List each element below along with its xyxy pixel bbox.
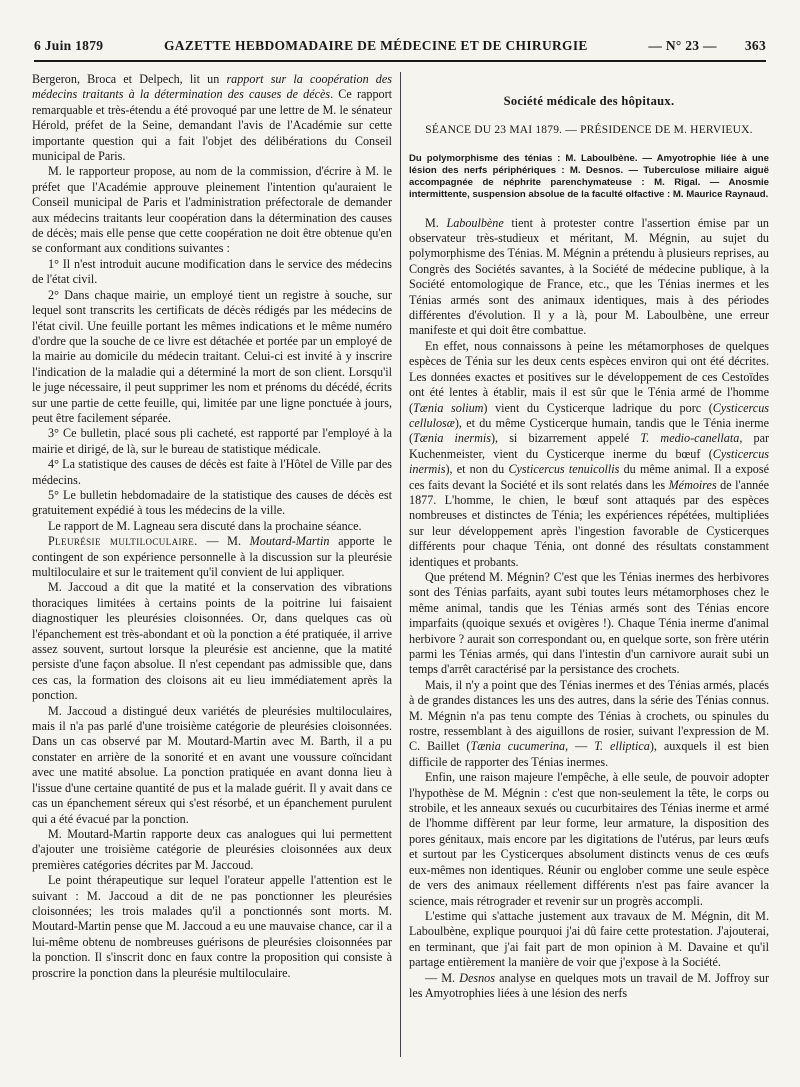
paragraph: 1° Il n'est introduit aucune modification dans le service des médecins de l'état civil. [32,256,392,287]
header-issue-number: — N° 23 — [648,38,717,53]
paragraph: Enfin, une raison majeure l'empêche, à elle seule, de pouvoir adopter l'hypothèse de M. Mégnin : c'est que non-seulement la tête, le corps ou strobile, et les anneaux sexués ou cucurbitaires des Ténias inerme et armé de l'homme diffèrent par leur forme, leur armature, la disposition des pores génitaux, mais encore par les digitations de l'utérus, par leurs œufs et surtout par les Cysticerques absolument distincts venus de ces œufs eux-mêmes non identiques. Réunir ou englober comme une seule espèce de vers des animaux réellement différents n'est pas faire avancer la science, mais rétrograder et revenir sur un progrès accompli. [409,770,769,908]
header-date: 6 Juin 1879 [34,38,104,53]
paragraph: — M. Desnos analyse en quelques mots un travail de M. Joffroy sur les Amyotrophies liées à une lésion des nerfs [409,970,769,1000]
paragraph: 4° La statistique des causes de décès est faite à l'Hôtel de Ville par des médecins. [32,457,392,487]
header-page-number: 363 [744,38,766,53]
paragraph: Le point thérapeutique sur lequel l'orateur appelle l'attention est le suivant : M. Jaccoud a dit de ne pas ponctionner les pleurésies cloisonnées; les trois malades qu'il a ponctionnés sont morts. M. Moutard-Martin pense que M. Jaccoud a eu une mauvaise chance, car il a lui-même obtenu de nombreuses guérisons de pleurésies cloisonnées par la ponction. Il s'inscrit donc en faux contre la proposition qui consiste à proscrire la ponction dans la pleurésie multiloculaire. [32,873,392,980]
session-summary: Du polymorphisme des ténias : M. Laboulbène. — Amyotrophie liée à une lésion des nerfs périphériques : M. Desnos. — Tuberculose miliaire aiguë accompagnée de néphrite parenchymateuse : M. Rigal. — Anosmie intermittente, suspension absolue de la faculté olfactive : M. Maurice Raynaud. [409,152,769,201]
paragraph: Mais, il n'y a point que des Ténias inermes et des Ténias armés, placés à de grandes distances les uns des autres, dans la série des Ténias connus. M. Mégnin n'a pas tenu compte des Ténias à crochets, ou spinules du rostre, ressemblant à des aiguillons de rosier, suivant l'expression de M. C. Baillet (Tænia cucumerina, — T. elliptica), auxquels il est bien difficile de rapporter des Ténias inermes. [409,677,769,769]
paragraph: M. Laboulbène tient à protester contre l'assertion émise par un observateur très-studieux et méritant, M. Mégnin, au sujet du polymorphisme des Ténias. M. Mégnin a prétendu à plusieurs reprises, au Congrès des Sociétés savantes, à la Société de médecine publique, à la Société entomologique de France, etc., que les Ténias inermes et les Ténias armés sont des animaux identiques, mais à des périodes différentes d'évolution. Il y a là, pour M. Laboulbène, une erreur manifeste et qui doit être combattue. [409,215,769,338]
paragraph: M. Jaccoud a dit que la matité et la conservation des vibrations thoraciques limitées à certains points de la poitrine lui faisaient diagnostiquer les pleurésies cloisonnées. Or, dans quelques cas où l'épanchement est très-abondant et où la ponction a été pratiquée, il arrive assez souvent, surtout lorsque la pleurésie est ancienne, que la matité persiste d'une façon absolue. Il n'est cependant pas admissible que, dans ces cas, la formation des cloisons ait eu lieu immédiatement après la ponction. [32,580,392,703]
paragraph: 2° Dans chaque mairie, un employé tient un registre à souche, sur lequel sont transcrits les certificats de décès rédigés par les médecins de l'état civil. Une feuille portant les mêmes indications et le même numéro d'ordre que la souche de ce livre est détachée et portée par un employé de la mairie au domicile du médecin traitant. Celui-ci est invité à y inscrire l'indication de la maladie qui a déterminé la mort de son client. Lorsqu'il le juge nécessaire, il peut supprimer les nom et prénoms du décédé, écrits sur une partie de cette feuille, qui, limitée par une ligne ponctuée à jours, peut être facilement séparée. [32,287,392,425]
paragraph-pleuresie: Pleurésie multiloculaire. — M. Moutard-Martin apporte le contingent de son expérience personnelle à la discussion sur la pleurésie multiloculaire et sur le traitement qu'il convient de lui appliquer. [32,534,392,579]
paragraph: En effet, nous connaissons à peine les métamorphoses de quelques espèces de Ténia sur les deux cents espèces environ qui ont été décrites. Les données exactes et positives sur le développement de ces Cestoïdes ont été lentes à établir, mais il est sûr que le Ténia armé de l'homme (Tænia solium) vient du Cysticerque ladrique du porc (Cysticercus cellulosæ), et du même Cysticerque humain, tandis que le Ténia inerme (Tænia inermis), si bizarrement appelé T. medio-canellata, par Kuchenmeister, vient du Cysticerque inerme du bœuf (Cysticercus inermis), et non du Cysticercus tenuicollis du même animal. Il a exposé ces faits devant la Société et ils sont relatés dans les Mémoires de l'année 1877. L'homme, le chien, le bœuf sont attaqués par des espèces nombreuses et distinctes de Ténia; les expériences répétées, multipliées sur leur développement après l'ingestion favorable de Cysticerques différents pour chaque Ténia, ont donné des résultats constamment identiques et probants. [409,338,769,569]
paragraph: 5° Le bulletin hebdomadaire de la statistique des causes de décès est gratuitement expédié à tous les médecins de la ville. [32,487,392,518]
header-right [648,38,766,54]
column-divider [400,72,401,1057]
right-column [409,72,769,1073]
paragraph: M. Moutard-Martin rapporte deux cas analogues qui lui permettent d'ajouter une troisième catégorie de pleurésies cloisonnées aux deux premières catégories décrites par M. Jaccoud. [32,826,392,872]
paragraph: L'estime qui s'attache justement aux travaux de M. Mégnin, dit M. Laboulbène, explique pourquoi j'ai dû faire cette protestation. J'ajouterai, en terminant, que j'ai fait part de mon opinion à M. Davaine et qu'il partage entièrement la manière de voir que j'expose à la Société. [409,908,769,970]
paragraph: Que prétend M. Mégnin? C'est que les Ténias inermes des herbivores sont des Ténias parfaits, ayant subi toutes leurs métamorphoses chez le même animal, tandis que les Ténias armés sont des Ténias encore imparfaits (quoique sexués et ovigères !). Chaque Ténia inerme d'animal herbivore ? aurait son correspondant ou, en quelque sorte, son frère utérin parmi les Ténias armés, qui dans l'intestin d'un carnivore aurait subi un temps d'arrêt caractérisé par la persistance des crochets. [409,569,769,677]
paragraph: M. Jaccoud a distingué deux variétés de pleurésies multiloculaires, mais il n'a pas parlé d'une troisième catégorie de pleurésies cloisonnées. Dans un cas observé par M. Moutard-Martin avec M. Barth, il a pu constater en arrière de la sonorité et en avant une voussure coïncidant avec une matité absolue. La ponction pratiquée en avant donna lieu à l'issue d'une certaine quantité de pus et la malade guérit. Il y avait dans ce cas un épanchement séreux qui s'est résorbé, et un épanchement purulent qui a été évacué par la ponction. [32,703,392,826]
header-title: GAZETTE HEBDOMADAIRE DE MÉDECINE ET DE CHIRURGIE [163,38,588,53]
session-line: SÉANCE DU 23 MAI 1879. — PRÉSIDENCE DE M. HERVIEUX. [425,124,753,137]
paragraph: Bergeron, Broca et Delpech, lit un rapport sur la coopération des médecins traitants à la détermination des causes de décès. Ce rapport remarquable et très-étendu a été provoqué par une lettre de M. le sénateur Hérold, préfet de la Seine, demandant l'avis de l'Académie sur cette importante question qui a fait l'objet des délibérations du Conseil municipal de Paris. [32,72,392,164]
rubric-heading: Pleurésie multiloculaire. [48,534,198,549]
left-column [32,72,392,1073]
paragraph: M. le rapporteur propose, au nom de la commission, d'écrire à M. le préfet que l'Académie approuve pleinement l'intention qu'auraient le Conseil municipal de Paris et l'administration préfectorale de demander aux médecins traitants leur coopération dans la détermination des causes de décès; mais elle pense que cette coopération ne doit être obtenue qu'en se conformant aux conditions suivantes : [32,164,392,256]
paragraph: 3° Ce bulletin, placé sous pli cacheté, est rapporté par l'employé à la mairie et dirigé, de là, sur le bureau de statistique médicale. [32,426,392,456]
section-title: Société médicale des hôpitaux. [503,94,675,108]
paragraph: Le rapport de M. Lagneau sera discuté dans la prochaine séance. [48,518,362,533]
running-header [34,38,766,62]
